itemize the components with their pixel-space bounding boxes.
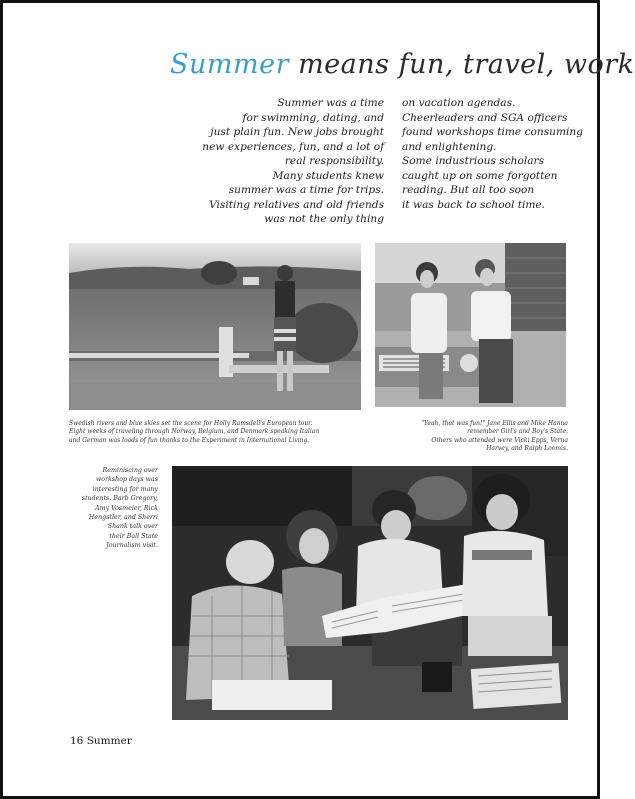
caption-line: their Ball State	[109, 532, 158, 540]
caption-line: Swedish rivers and blue skies set the scene for Holly Ramsdell's European tour.	[69, 420, 313, 427]
intro-line: summer was a time for trips.	[228, 184, 384, 196]
photo-reading-graphic	[172, 466, 568, 720]
intro-line: for swimming, dating, and	[242, 111, 384, 124]
title-accent: Summer	[170, 49, 289, 80]
caption-line: Hengstler, and Sherri	[88, 514, 158, 522]
caption-line: Harvey, and Ralph Loomis.	[486, 444, 568, 452]
photo-students-car	[375, 243, 566, 407]
intro-line: and enlightening.	[402, 140, 497, 153]
intro-line: Summer was a time	[277, 97, 384, 109]
intro-column-left	[200, 96, 384, 227]
caption-line: "Yeah, that was fun!" Jane Ellis and Mike Hanna	[421, 420, 568, 427]
intro-line: it was back to school time.	[402, 198, 546, 211]
page-number: 16 Summer	[70, 735, 132, 747]
caption-line: Reminiscing over	[102, 467, 158, 474]
caption-line: Shank talk over	[107, 523, 158, 531]
caption-photo-1	[69, 420, 369, 445]
caption-line: and German was loads of fun thanks to the Experiment in International Living.	[69, 436, 310, 444]
intro-line: Some industrious scholars	[402, 155, 545, 167]
intro-line: found workshops time consuming	[402, 126, 584, 138]
photo-countryside-fence	[69, 243, 361, 410]
caption-line: workshop days was	[95, 476, 158, 484]
intro-column-right	[402, 96, 582, 212]
caption-line: remember Girl's and Boy's State.	[467, 428, 568, 436]
caption-line: students. Barb Gregory,	[81, 495, 158, 503]
intro-line: real responsibility.	[284, 155, 384, 167]
caption-photo-2	[380, 420, 568, 453]
photo-students-graphic	[375, 243, 566, 407]
caption-photo-3	[66, 466, 158, 551]
page-title	[170, 48, 635, 82]
caption-line: interesting for many	[92, 485, 158, 493]
caption-line: Eight weeks of traveling through Norway, Belgium, and Denmark speaking Italian	[69, 428, 320, 436]
intro-line: Many students knew	[272, 169, 384, 182]
intro-line: caught up on some forgotten	[402, 169, 558, 182]
intro-line: just plain fun. New jobs brought	[210, 126, 384, 138]
photo-students-reading	[172, 466, 568, 720]
intro-line: Cheerleaders and SGA officers	[402, 111, 568, 124]
intro-line: reading. But all too soon	[402, 184, 535, 196]
intro-line: Visiting relatives and old friends	[209, 198, 384, 211]
caption-line: Journalism visit.	[106, 542, 158, 550]
intro-line: new experiences, fun, and a lot of	[202, 140, 384, 153]
intro-line: was not the only thing	[264, 213, 384, 225]
caption-line: Amy Vosmeier, Rick	[95, 504, 158, 512]
intro-line: on vacation agendas.	[402, 97, 516, 109]
title-rest: means fun, travel, work	[298, 49, 635, 80]
photo-countryside-graphic	[69, 243, 361, 410]
caption-line: Others who attended were Vicki Epps, Verna	[431, 436, 568, 444]
